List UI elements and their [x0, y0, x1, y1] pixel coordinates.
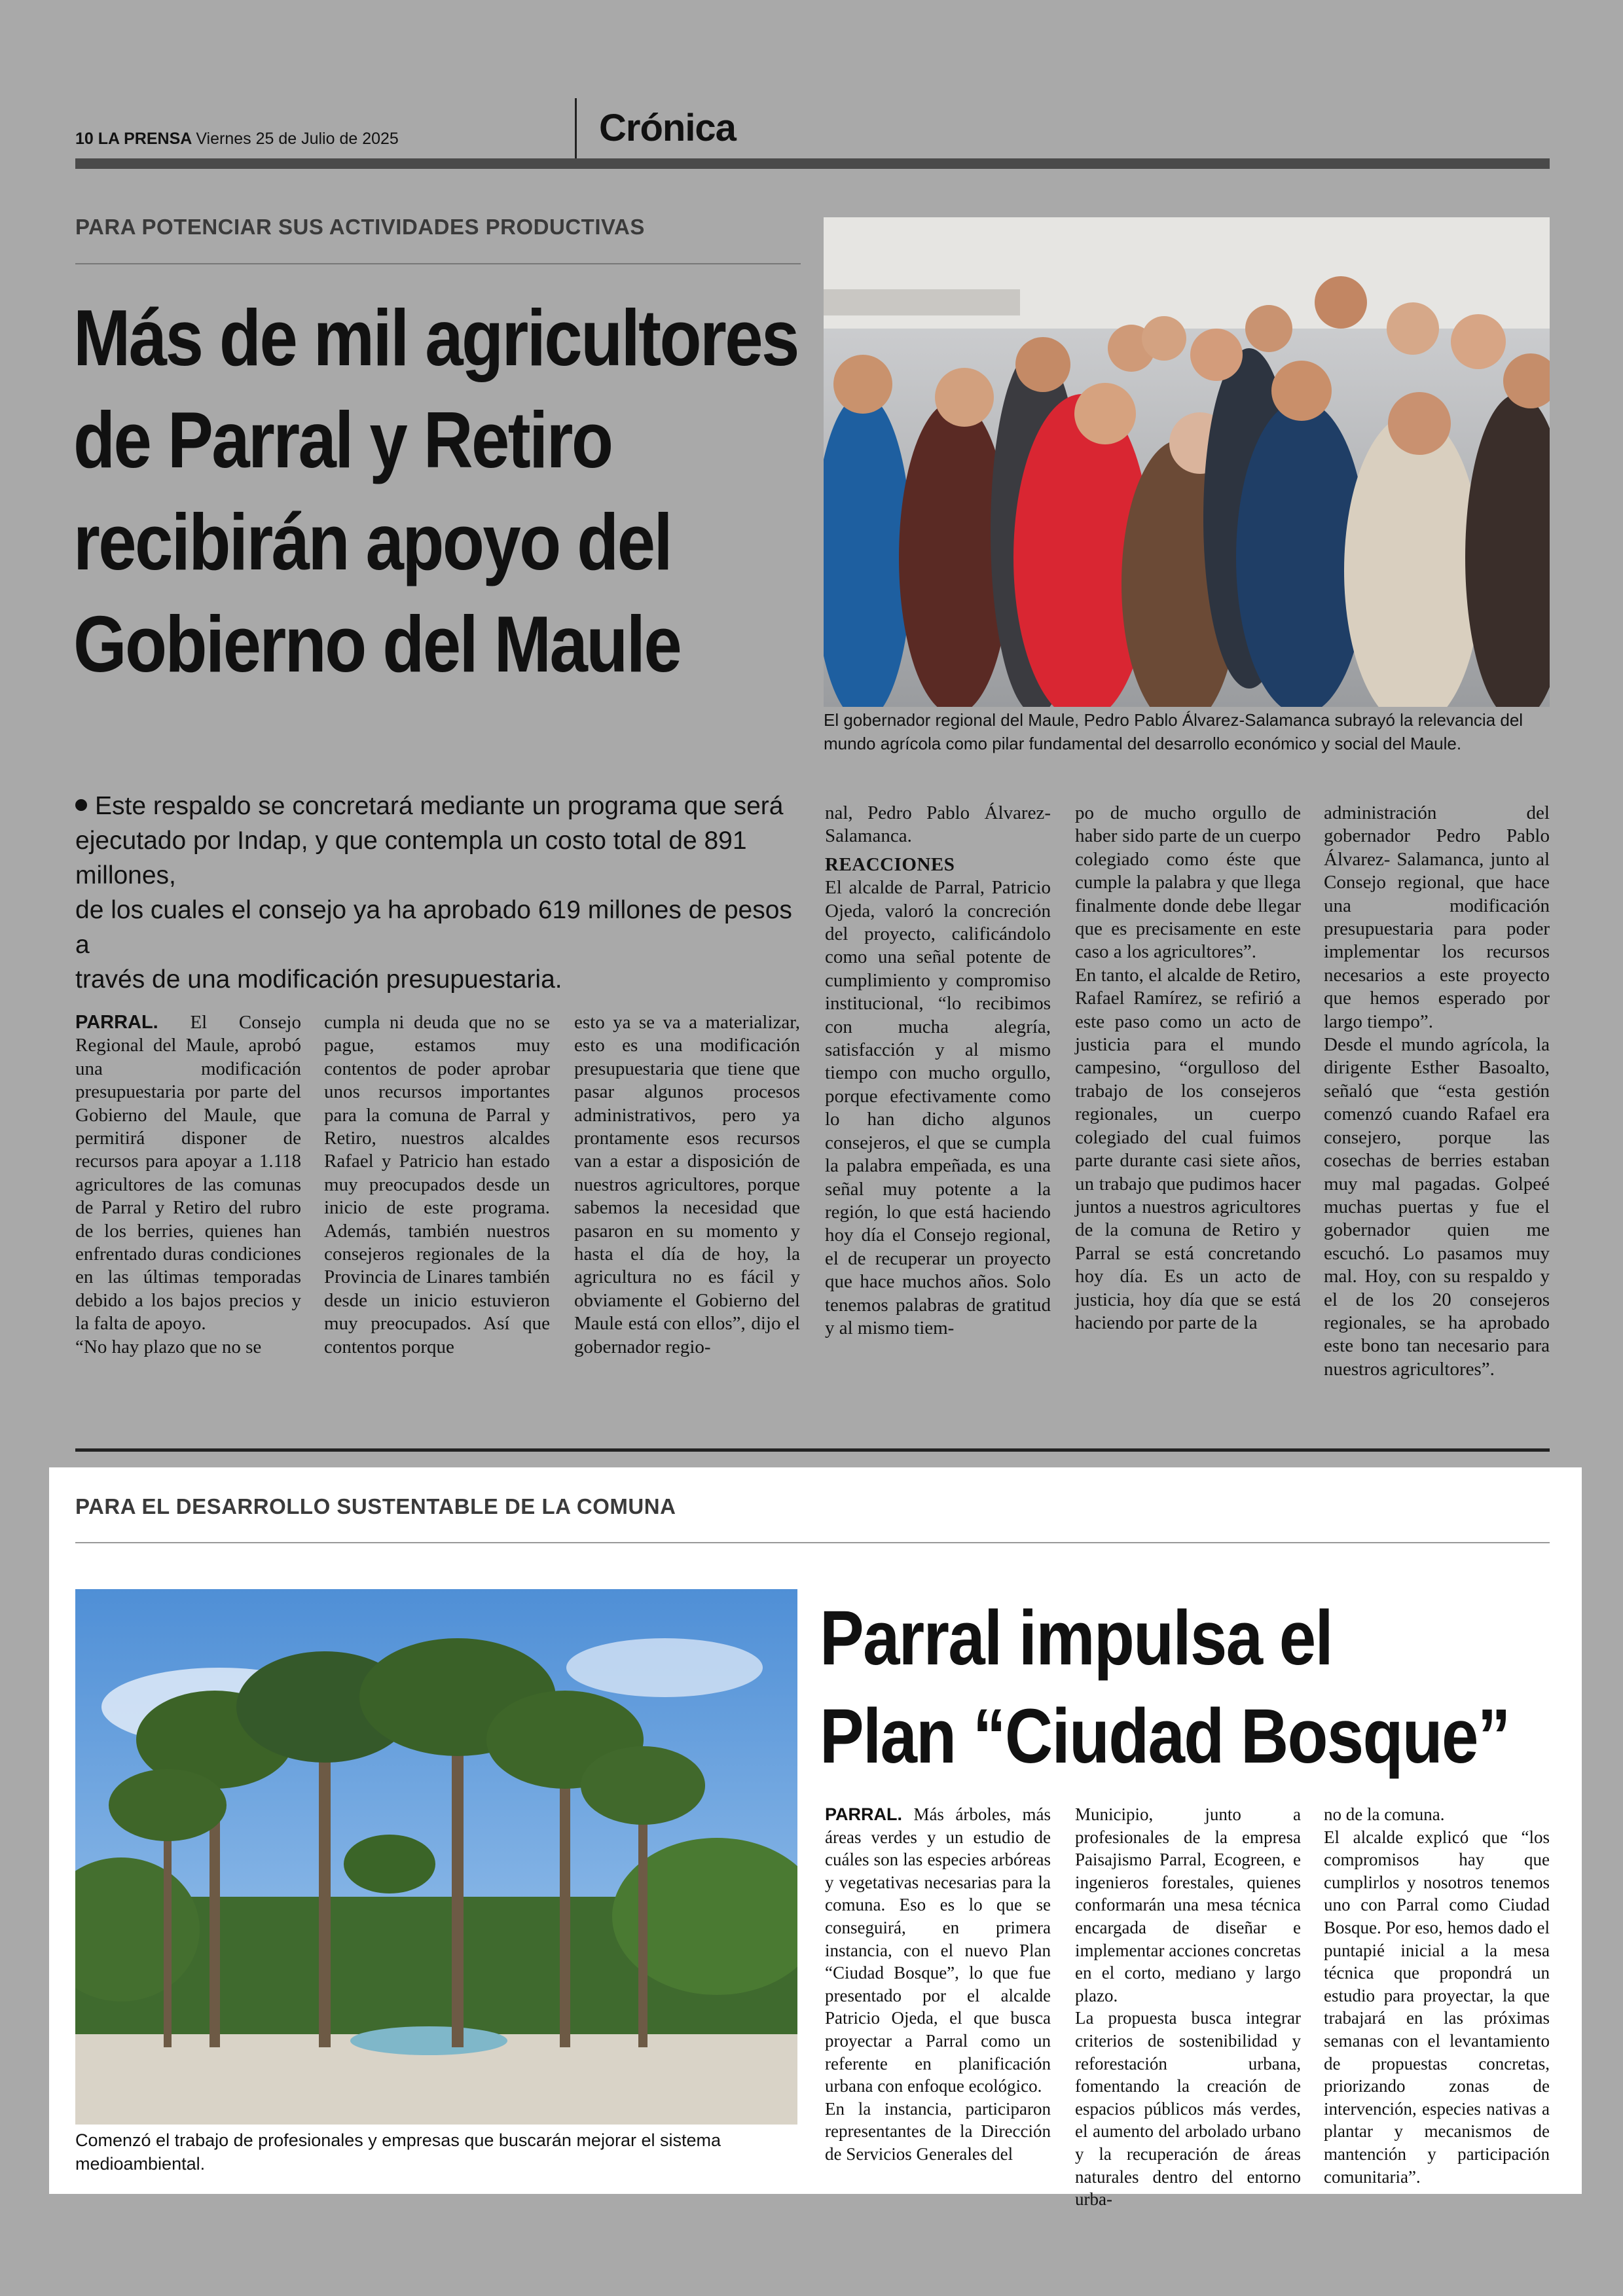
- body-text: El Consejo Regional del Maule, aprobó una modificación presupuestaria por parte del Gobierno del Maule, que permitirá disponer de recursos para apoyar a 1.118 agricultores de las comunas de Parral y Retiro del rubro de los berries, quienes han enfrentado duras condiciones en las últimas temporadas debido a los bajos precios y la falta de apoyo.: [75, 1012, 301, 1335]
- article2-headline: [820, 1589, 1510, 1785]
- subhead: REACCIONES: [825, 853, 955, 875]
- body-text: El alcalde de Parral, Patricio Ojeda, valoró la concreción del proyecto, calificándolo como una señal potente de cumplimiento y compromiso institucional, “lo recibimos con mucha alegría, satisfacción y al mismo tiempo con mucho orgullo, porque efectivamente como lo han dicho algunos consejeros, el que se cumpla la palabra empeñada, es una señal muy potente a la región, lo que está haciendo hoy día el Consejo regional, el de recuperar un proyecto que hace muchos años. Solo tenemos palabras de gratitud y al mismo tiem-: [825, 877, 1051, 1338]
- article2-body-column-2: [1075, 1803, 1301, 2211]
- article2-kicker: PARA EL DESARROLLO SUSTENTABLE DE LA COMUNA: [75, 1494, 676, 1518]
- article2-body-column-1: [825, 1803, 1051, 2166]
- caption-line: El gobernador regional del Maule, Pedro Pablo Álvarez-Salamanca subrayó la relevancia del: [824, 710, 1523, 730]
- page-number: 10: [75, 130, 94, 148]
- headline-line: Plan “Ciudad Bosque”: [820, 1693, 1510, 1780]
- article1-body-column-5: [1075, 802, 1301, 1335]
- body-text: cumpla ni deuda que no se pague, estamos muy contentos de poder aprobar unos recursos importantes para la comuna de Parral y Retiro, nuestros alcaldes Rafael y Patricio han estado muy preocupados desde un inicio de este programa. Además, también nuestros consejeros regionales de la Provincia de Linares también desde un inicio estuvieron muy preocupados. Así que contentos porque: [324, 1012, 550, 1357]
- body-text: no de la comuna.: [1324, 1804, 1445, 1824]
- article2-photo-caption: [75, 2128, 797, 2176]
- body-text: Más árboles, más áreas verdes y un estudio de cuáles son las especies arbóreas y vegetativas necesarias para la comuna. Eso es lo que se conseguirá, en primera instancia, con el nuevo Plan “Ciudad Bosque”, lo que fue presentado por el alcalde Patricio Ojeda, el que busca proyectar a Parral como un referente en planificación urbana con enfoque ecológico.: [825, 1804, 1051, 2096]
- article1-deck: [75, 789, 802, 997]
- body-text: Desde el mundo agrícola, la dirigente Esther Basoalto, señaló que “esta gestión comenzó cuando Rafael era consejero, porque las cosechas de berries estaban muy mal pagadas. Golpeé muchas puertas y fue el gobernador quien me escuchó. Lo pasamos muy mal. Hoy, con su respaldo y el de los 20 consejeros regionales, se ha aprobado este bono tan necesario para nuestros agricultores”.: [1324, 1034, 1550, 1380]
- headline-line: Más de mil agricultores: [73, 293, 798, 382]
- article1-body-column-2: [324, 1011, 550, 1359]
- caption-line: mundo agrícola como pilar fundamental del desarrollo económico y social del Maule.: [824, 734, 1462, 753]
- body-text: “No hay plazo que no se: [75, 1336, 262, 1357]
- body-text: La propuesta busca integrar criterios de sostenibilidad y reforestación urbana, fomentando la creación de espacios públicos más verdes, el aumento del arbolado urbano y la recuperación de áreas naturales dentro del entorno urba-: [1075, 2008, 1301, 2210]
- article1-kicker: PARA POTENCIAR SUS ACTIVIDADES PRODUCTIVAS: [75, 215, 645, 239]
- body-text: En tanto, el alcalde de Retiro, Rafael Ramírez, se refirió a este paso como un acto de justicia para el mundo campesino, “orgulloso del trabajo de los consejeros regionales, un cuerpo colegiado del cual fuimos parte durante casi siete años, un trabajo que pudimos hacer juntos a nuestros agricultores de la comuna de Retiro y Parral se está concretando hoy día. Es un acto de justicia, hoy día que se está haciendo por parte de la: [1075, 964, 1301, 1333]
- issue-date: Viernes 25 de Julio de 2025: [196, 130, 399, 148]
- article1-headline: [73, 287, 798, 695]
- article1-body-column-3: [574, 1011, 800, 1359]
- body-text: po de mucho orgullo de haber sido parte de un cuerpo colegiado como éste que cumple la palabra y que llega finalmente donde debe llegar que es precisamente en este caso a los agricultores”.: [1075, 802, 1301, 963]
- article1-body-column-1: [75, 1011, 301, 1359]
- headline-line: Parral impulsa el: [820, 1595, 1333, 1681]
- deck-line: ejecutado por Indap, y que contempla un costo total de 891 millones,: [75, 827, 747, 889]
- body-text: Municipio, junto a profesionales de la empresa Paisajismo Parral, Ecogreen, e ingenieros forestales, quienes conformarán una mesa técnica encargada de diseñar e implementar acciones concretas en el corto, mediano y largo plazo.: [1075, 1804, 1301, 2005]
- bullet-icon: [75, 799, 87, 811]
- deck-line: Este respaldo se concretará mediante un programa que será: [95, 792, 784, 820]
- dateline: PARRAL.: [75, 1012, 158, 1033]
- body-text: En la instancia, participaron representantes de la Dirección de Servicios Generales del: [825, 2098, 1051, 2164]
- kicker-rule: [75, 263, 801, 264]
- body-text: El alcalde explicó que “los compromisos hay que cumplirlos y nosotros tenemos uno con Parral como Ciudad Bosque. Por eso, hemos dado el puntapié inicial a la mesa técnica que propondrá un estudio para proyectar, la que trabajará en las próximas semanas con el levantamiento de propuestas concretas, priorizando zonas de intervención, especies nativas a plantar y mecanismos de mantención y participación comunitaria”.: [1324, 1827, 1550, 2187]
- publication-name: LA PRENSA: [98, 130, 192, 148]
- article-separator: [75, 1448, 1550, 1452]
- dateline: PARRAL.: [825, 1804, 902, 1824]
- body-text: esto ya se va a materializar, esto es una modificación presupuestaria que tiene que pasar algunos procesos administrativos, pero ya prontamente esos recursos van a estar a disposición de nuestros agricultores, porque sabemos la necesidad que pasaron en su momento y hasta el día de hoy, la agricultura no es fácil y obviamente el Gobierno del Maule está con ellos”, dijo el gobernador regio-: [574, 1012, 800, 1357]
- deck-line: través de una modificación presupuestaria.: [75, 965, 562, 994]
- article1-group-photo: [824, 217, 1550, 707]
- article1-body-column-6: [1324, 802, 1550, 1381]
- page-header-info: [75, 130, 399, 149]
- section-title: Crónica: [599, 107, 736, 149]
- article1-body-column-4: [825, 802, 1051, 1340]
- caption-line: Comenzó el trabajo de profesionales y empresas que buscarán mejorar el sistema: [75, 2130, 721, 2150]
- caption-line: medioambiental.: [75, 2154, 206, 2174]
- article1-photo-caption: [824, 708, 1550, 755]
- headline-line: recibirán apoyo del: [73, 497, 672, 586]
- body-text: administración del gobernador Pedro Pablo Álvarez- Salamanca, junto al Consejo regional, que hace una modificación presupuestaria para poder implementar los recursos necesarios a este proyecto que hemos esperado por largo tiempo”.: [1324, 802, 1550, 1032]
- article2-body-column-3: [1324, 1803, 1550, 2188]
- header-divider: [575, 98, 577, 160]
- kicker-rule: [75, 1542, 1550, 1543]
- body-text: nal, Pedro Pablo Álvarez-Salamanca.: [825, 802, 1051, 847]
- article2-plaza-photo: [75, 1589, 797, 2125]
- headline-line: Gobierno del Maule: [73, 600, 681, 689]
- deck-line: de los cuales el consejo ya ha aprobado 619 millones de pesos a: [75, 896, 792, 959]
- headline-line: de Parral y Retiro: [73, 395, 612, 484]
- header-rule: [75, 158, 1550, 169]
